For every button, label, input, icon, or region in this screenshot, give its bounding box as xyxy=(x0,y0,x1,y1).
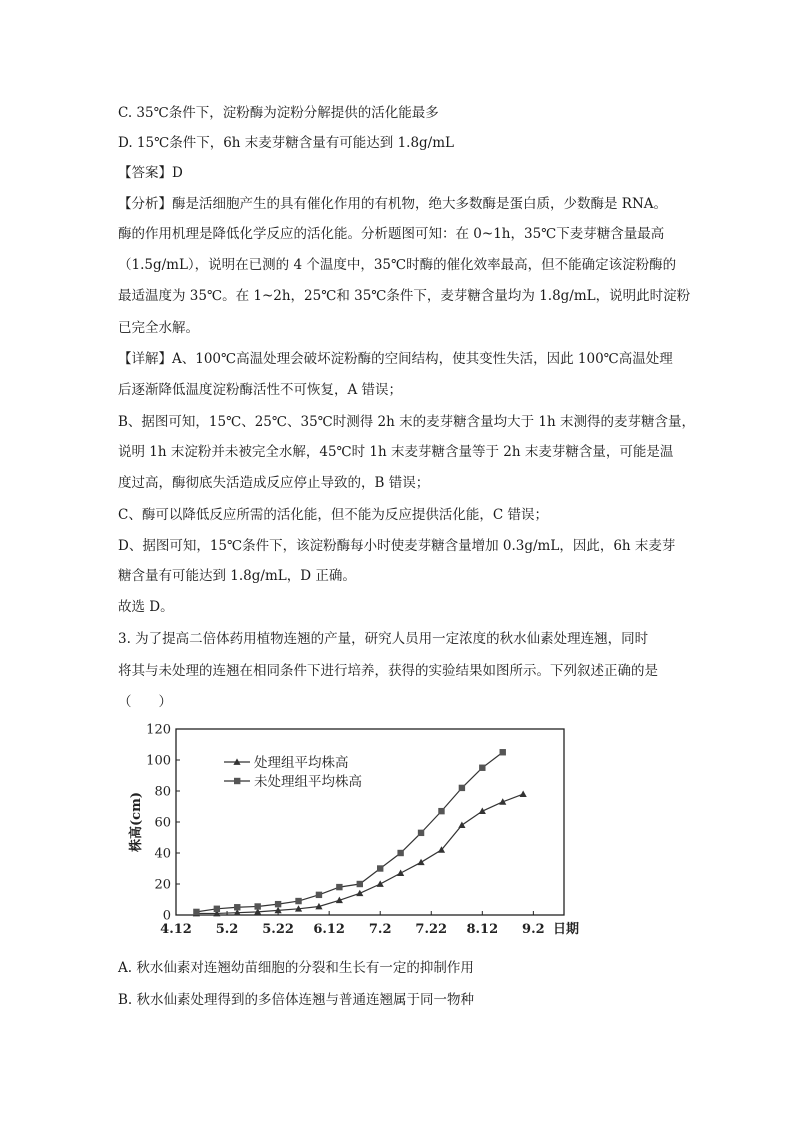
legend-untreated-marker xyxy=(234,778,240,784)
legend-untreated-label: 未处理组平均株高 xyxy=(254,774,362,790)
untreated-data-point xyxy=(316,892,322,898)
untreated-data-point xyxy=(336,884,342,890)
text-line: C、酶可以降低反应所需的活化能，但不能为反应提供活化能，C 错误； xyxy=(118,507,548,523)
untreated-data-point xyxy=(234,904,240,910)
treated-data-point xyxy=(479,808,486,814)
option-a: A. 秋水仙素对连翘幼苗细胞的分裂和生长有一定的抑制作用 xyxy=(118,960,474,976)
text-line: 【详解】A、100℃高温处理会破坏淀粉酶的空间结构，使其变性失活，因此 100℃高温处理 xyxy=(118,351,673,367)
text-line: D、据图可知，15℃条件下，该淀粉酶每小时使麦芽糖含量增加 0.3g/mL，因此，6h 末麦芽 xyxy=(118,538,676,554)
text-line: （1.5g/mL），说明在已测的 4 个温度中，35℃时酶的催化效率最高，但不能确定该淀粉酶的 xyxy=(118,257,677,273)
text-line: 【答案】D xyxy=(118,165,183,181)
untreated-data-point xyxy=(397,850,403,856)
text-line: 3. 为了提高二倍体药用植物连翘的产量，研究人员用一定浓度的秋水仙素处理连翘，同时 xyxy=(118,631,649,647)
y-tick-label: 40 xyxy=(154,846,171,862)
x-tick-label: 4.12 xyxy=(160,922,192,937)
y-tick-label: 60 xyxy=(154,815,171,831)
text-line: 度过高，酶彻底失活造成反应停止导致的，B 错误； xyxy=(118,475,430,491)
text-line: 已完全水解。 xyxy=(118,320,199,336)
x-tick-label: 7.22 xyxy=(415,922,448,937)
x-tick-label: 5.2 xyxy=(215,922,239,937)
untreated-data-point xyxy=(377,865,383,871)
text-line: 说明 1h 末淀粉并未被完全水解，45℃时 1h 末麦芽糖含量等于 2h 末麦芽糖含量，可能是温 xyxy=(118,444,674,460)
plot-frame xyxy=(176,729,564,915)
untreated-data-point xyxy=(438,808,444,814)
text-line: 将其与未处理的连翘在相同条件下进行培养，获得的实验结果如图所示。下列叙述正确的是 xyxy=(118,663,658,679)
legend-treated-label: 处理组平均株高 xyxy=(254,755,349,771)
untreated-data-point xyxy=(357,881,363,887)
x-tick-label: 7.2 xyxy=(368,922,392,937)
treated-data-point xyxy=(397,870,404,876)
untreated-data-point xyxy=(193,909,199,915)
plant-height-chart xyxy=(118,720,598,942)
treated-data-point xyxy=(458,822,465,828)
x-tick-label: 6.12 xyxy=(313,922,345,937)
y-tick-label: 120 xyxy=(146,722,171,738)
y-axis-label: 株高(cm) xyxy=(129,792,144,852)
y-tick-label: 80 xyxy=(154,784,171,800)
untreated-data-point xyxy=(214,906,220,912)
untreated-data-point xyxy=(479,765,485,771)
x-tick-label: 5.22 xyxy=(262,922,294,937)
y-tick-label: 20 xyxy=(154,877,171,893)
text-line: C. 35℃条件下，淀粉酶为淀粉分解提供的活化能最多 xyxy=(118,105,439,121)
untreated-data-point xyxy=(254,903,260,909)
y-tick-label: 0 xyxy=(162,908,171,924)
untreated-data-point xyxy=(295,898,301,904)
text-line: 故选 D。 xyxy=(118,599,174,615)
text-line: 【分析】酶是活细胞产生的具有催化作用的有机物，绝大多数酶是蛋白质，少数酶是 RNA。 xyxy=(118,196,668,212)
x-tick-label: 9.2 xyxy=(522,922,545,937)
untreated-data-point xyxy=(275,901,281,907)
treated-data-point xyxy=(520,791,527,797)
text-line: 后逐渐降低温度淀粉酶活性不可恢复，A 错误； xyxy=(118,382,403,398)
text-line: 糖含量有可能达到 1.8g/mL，D 正确。 xyxy=(118,568,356,584)
treated-data-point xyxy=(356,890,363,896)
untreated-data-point xyxy=(418,830,424,836)
treated-data-point xyxy=(377,880,384,886)
x-axis-label: 日期 xyxy=(552,922,580,937)
untreated-data-point xyxy=(459,785,465,791)
y-tick-label: 100 xyxy=(146,753,171,769)
untreated-data-point xyxy=(500,749,506,755)
x-tick-label: 8.12 xyxy=(466,922,499,937)
text-line: B、据图可知，15℃、25℃、35℃时测得 2h 末的麦芽糖含量均大于 1h 末测得的麦芽糖含量， xyxy=(118,414,695,430)
text-line: 酶的作用机理是降低化学反应的活化能。分析题图可知：在 0~1h，35℃下麦芽糖含量最高 xyxy=(118,226,665,242)
text-line: 最适温度为 35℃。在 1~2h，25℃和 35℃条件下，麦芽糖含量均为 1.8g/mL，说明此时淀粉 xyxy=(118,288,691,304)
text-line: D. 15℃条件下，6h 末麦芽糖含量有可能达到 1.8g/mL xyxy=(118,135,454,151)
treated-data-point xyxy=(417,859,424,865)
text-line: （ ） xyxy=(118,694,172,710)
option-b: B. 秋水仙素处理得到的多倍体连翘与普通连翘属于同一物种 xyxy=(118,992,475,1008)
